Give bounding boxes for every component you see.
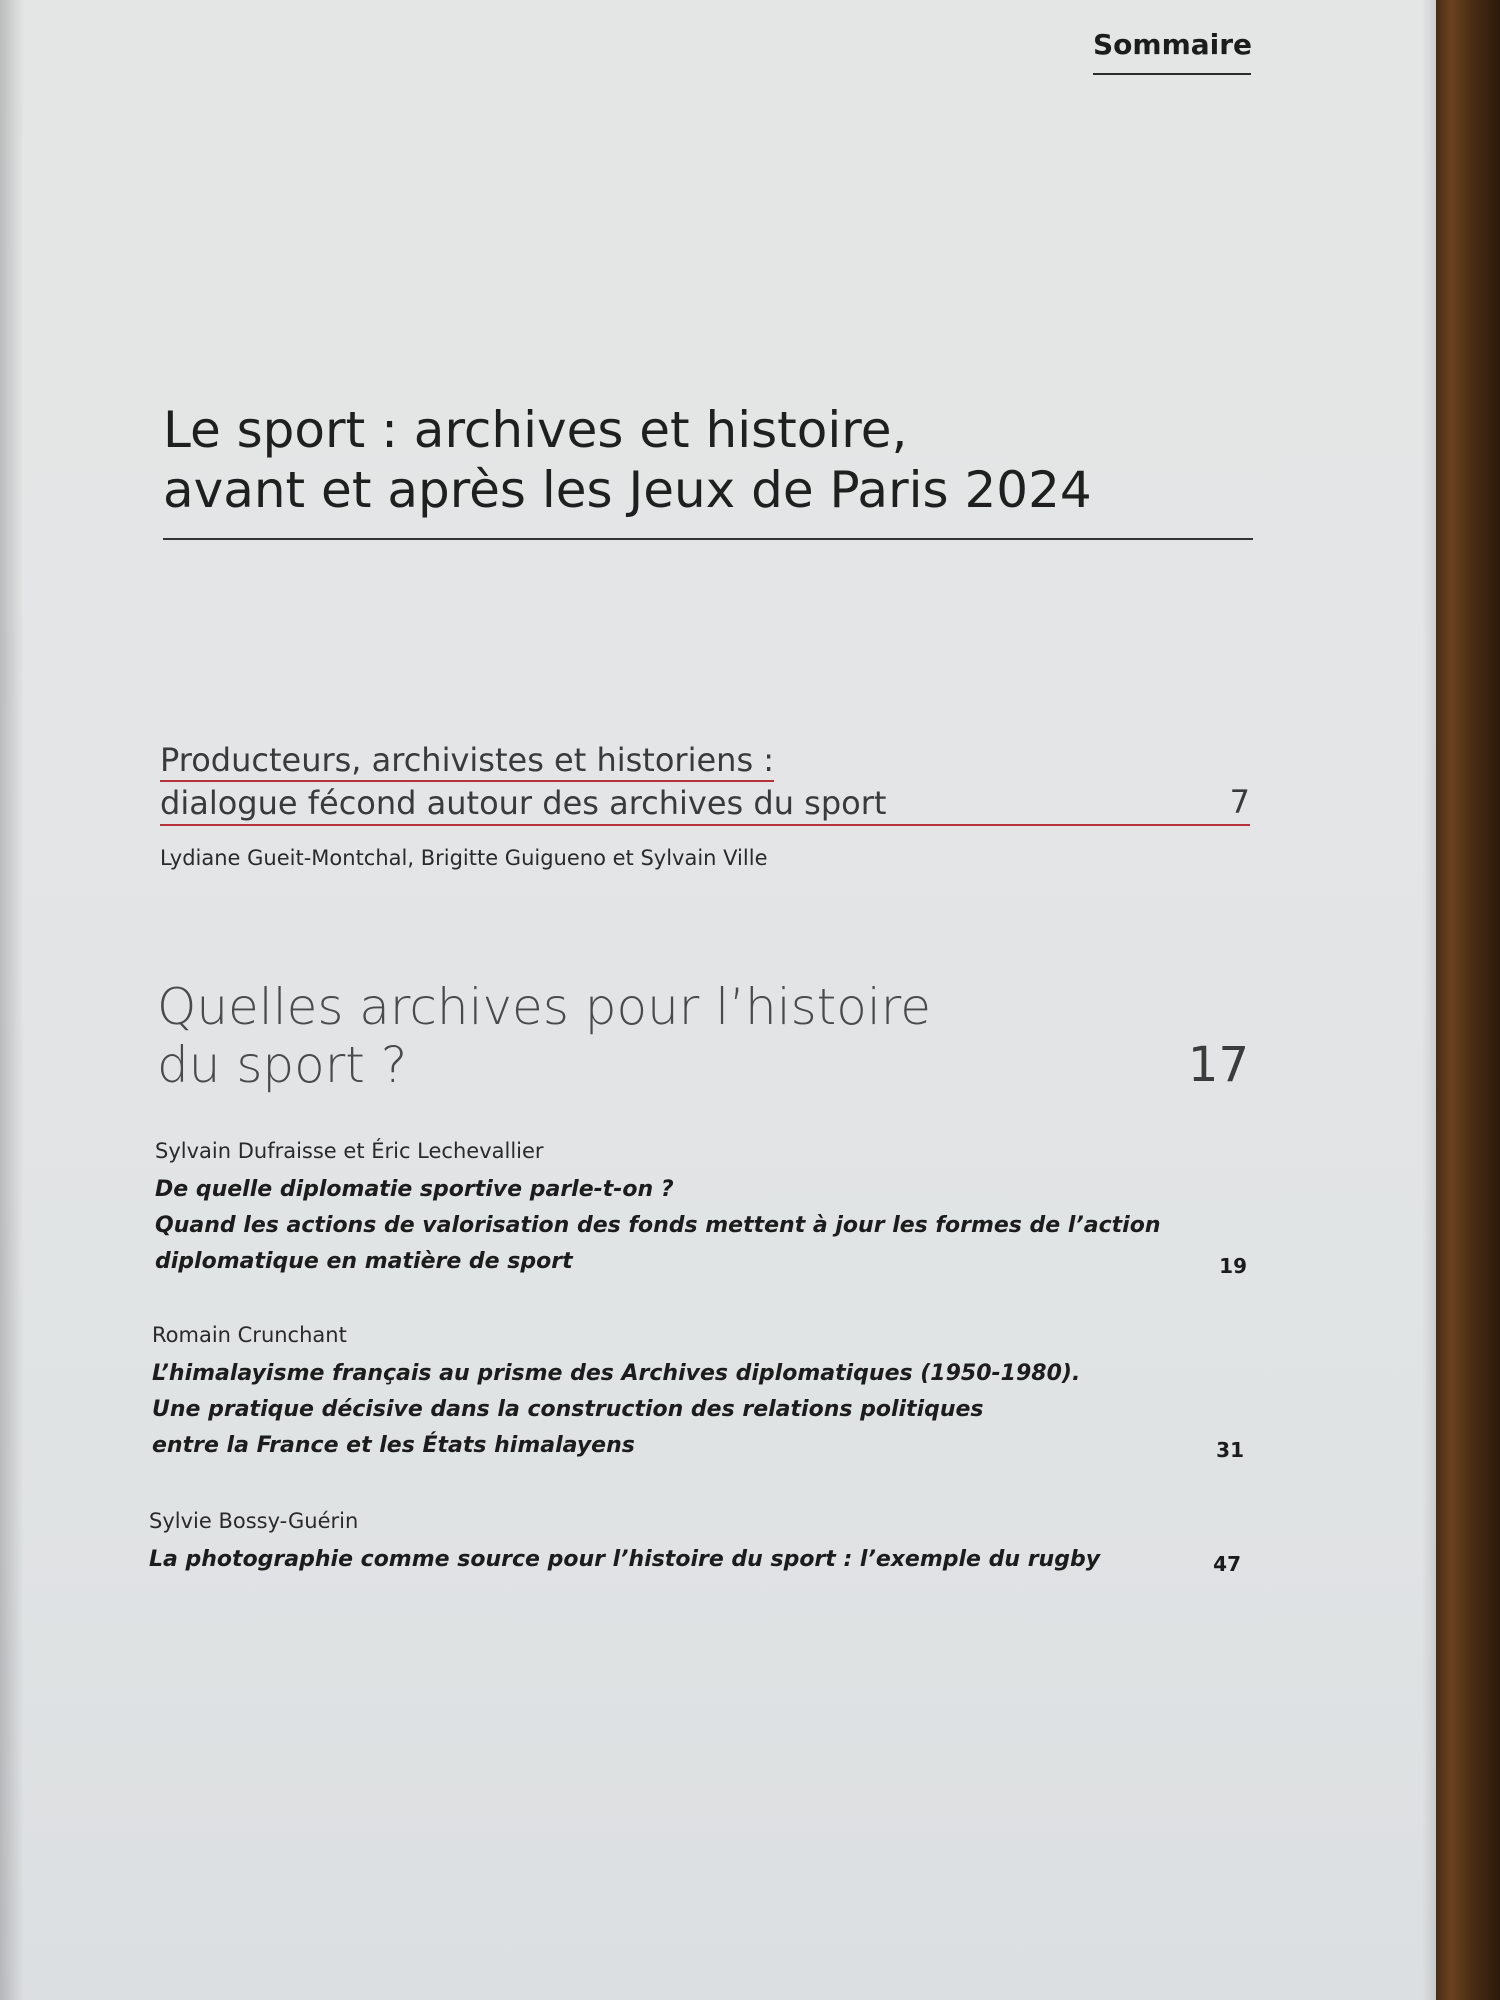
intro-authors: Lydiane Gueit-Montchal, Brigitte Guigueno et Sylvain Ville (160, 846, 768, 870)
main-title-line-2: avant et après les Jeux de Paris 2024 (163, 461, 1092, 519)
entry-title-line: De quelle diplomatie sportive parle-t-on ? (155, 1177, 674, 1202)
intro-title-line-2: dialogue fécond autour des archives du sport (160, 784, 887, 822)
toc-entry[interactable] (155, 1136, 1247, 1280)
section-page-number: 17 (1187, 1037, 1249, 1093)
section-title-line-2: du sport ? (157, 1036, 408, 1094)
toc-entry[interactable] (152, 1320, 1244, 1464)
main-title (163, 400, 1253, 540)
entry-author: Sylvie Bossy-Guérin (149, 1509, 359, 1533)
entry-page-number: 31 (1216, 1438, 1244, 1462)
intro-entry[interactable] (160, 740, 1250, 870)
entry-author: Romain Crunchant (152, 1323, 347, 1347)
entry-page-number: 47 (1213, 1552, 1241, 1576)
section-title-line-1: Quelles archives pour l’histoire (157, 978, 931, 1036)
entry-page-number: 19 (1219, 1254, 1247, 1278)
main-title-line-1: Le sport : archives et histoire, (163, 401, 908, 459)
intro-page-number: 7 (1229, 783, 1250, 821)
intro-title-line-1: Producteurs, archivistes et historiens : (160, 740, 774, 782)
entry-author: Sylvain Dufraisse et Éric Lechevallier (155, 1139, 544, 1163)
entry-title-line: Une pratique décisive dans la construction des relations politiques (152, 1397, 984, 1422)
entry-title-line: L’himalayisme français au prisme des Archives diplomatiques (1950-1980). (152, 1361, 1081, 1386)
entry-title-line: La photographie comme source pour l’histoire du sport : l’exemple du rugby (149, 1547, 1101, 1572)
wooden-surface (1430, 0, 1500, 2000)
intro-title (160, 740, 1250, 826)
entry-title-line: Quand les actions de valorisation des fonds mettent à jour les formes de l’action (155, 1213, 1161, 1238)
entry-title-line: diplomatique en matière de sport (155, 1249, 573, 1274)
toc-entry[interactable] (149, 1506, 1241, 1578)
entry-title-line: entre la France et les États himalayens (152, 1433, 635, 1458)
running-header: Sommaire (1093, 28, 1251, 75)
section-heading[interactable] (157, 978, 1249, 1094)
